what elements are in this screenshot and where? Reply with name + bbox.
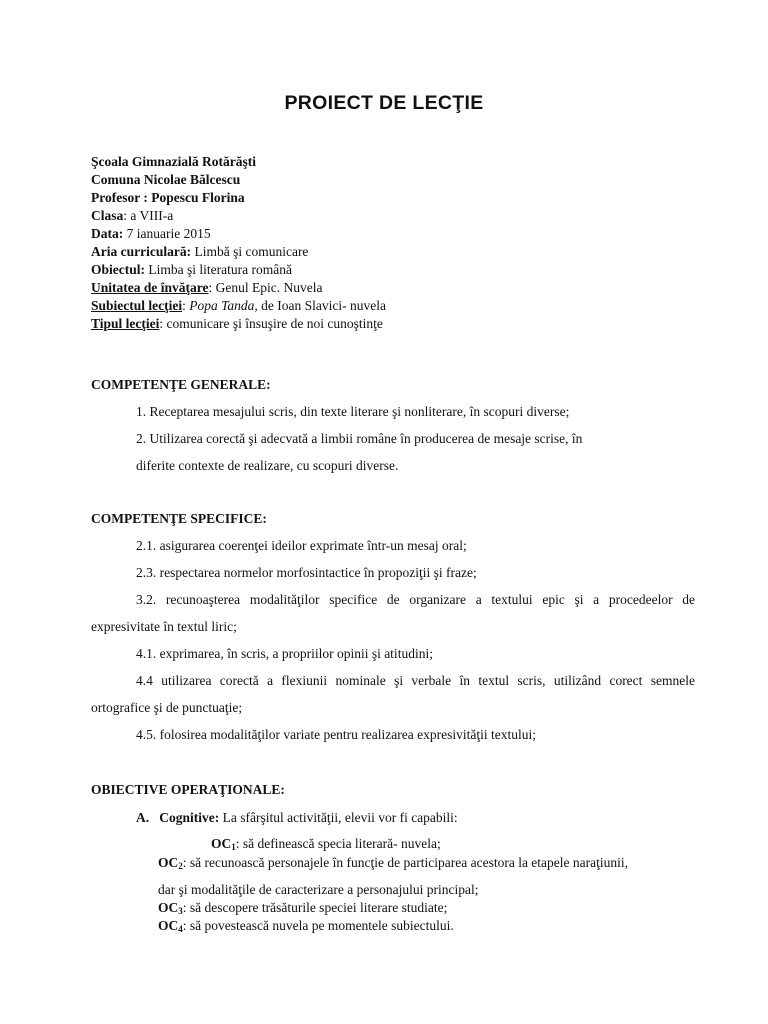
commune-name: Comuna Nicolae Bălcescu: [91, 172, 241, 187]
oc1-label: OC: [211, 836, 232, 851]
school-name: Şcoala Gimnazială Rotărăşti: [91, 154, 256, 169]
class-label: Clasa: [91, 208, 124, 223]
cognitive-label: Cognitive:: [159, 810, 220, 825]
topic-title: Popa Tanda,: [189, 298, 258, 313]
class-row: [91, 207, 386, 225]
specific-item-2-3: 2.3. respectarea normelor morfosintactice în propoziţii şi fraze;: [136, 565, 477, 580]
date-value: 7 ianuarie 2015: [126, 226, 211, 241]
type-value: : comunicare şi însuşire de noi cunoştinţe: [159, 316, 383, 331]
cognitive-row: [136, 810, 458, 826]
specific-heading: COMPETENŢE SPECIFICE:: [91, 511, 267, 526]
oc1-sub: 1: [231, 842, 236, 852]
date-label: Data:: [91, 226, 124, 241]
specific-item-2-1: 2.1. asigurarea coerenţei ideilor exprimate într-un mesaj oral;: [136, 538, 467, 553]
specific-item-4-4-cont: ortografice şi de punctuaţie;: [91, 700, 243, 715]
oc2-label: OC: [158, 855, 179, 870]
topic-rest: de Ioan Slavici- nuvela: [261, 298, 386, 313]
specific-item-3-2-cont: expresivitate în textul liric;: [91, 619, 237, 634]
subject-label: Obiectul:: [91, 262, 145, 277]
lesson-header: [91, 153, 386, 333]
area-value: Limbă şi comunicare: [194, 244, 309, 259]
topic-label: Subiectul lecţiei: [91, 298, 183, 313]
teacher-label: Profesor :: [91, 190, 148, 205]
general-item-2-cont: diferite contexte de realizare, cu scopuri diverse.: [136, 458, 399, 473]
oc4-label: OC: [158, 918, 179, 933]
specific-item-4-5: 4.5. folosirea modalităţilor variate pentru realizarea expresivităţii textului;: [136, 727, 536, 742]
topic-row: [91, 297, 386, 315]
oc2-row: [158, 855, 628, 871]
objectives-heading: OBIECTIVE OPERAŢIONALE:: [91, 782, 285, 797]
oc3-sub: 3: [178, 906, 183, 916]
general-item-1: 1. Receptarea mesajului scris, din texte literare şi nonliterare, în scopuri diverse;: [136, 404, 570, 419]
general-item-2: 2. Utilizarea corectă şi adecvată a limbii române în producerea de mesaje scrise, în: [136, 431, 583, 446]
type-label: Tipul lecţiei: [91, 316, 160, 331]
subject-value: Limba şi literatura română: [148, 262, 292, 277]
specific-item-3-2: 3.2. recunoaşterea modalităţilor specifice de organizare a textului epic şi a procedeelor de: [136, 592, 695, 607]
oc2-text: : să recunoască personajele în funcţie de participarea acestora la etapele naraţiunii,: [182, 855, 629, 870]
oc2-cont: dar şi modalităţile de caracterizare a personajului principal;: [158, 882, 479, 897]
oc4-sub: 4: [178, 924, 183, 934]
date-row: [91, 225, 386, 243]
topic-colon: :: [182, 298, 186, 313]
cognitive-text: La sfârşitul activităţii, elevii vor fi capabili:: [222, 810, 458, 825]
teacher-row: [91, 189, 386, 207]
oc3-label: OC: [158, 900, 179, 915]
cognitive-letter: A.: [136, 810, 150, 825]
area-row: [91, 243, 386, 261]
area-label: Aria curriculară:: [91, 244, 192, 259]
subject-row: [91, 261, 386, 279]
oc4-text: : să povestească nuvela pe momentele subiectului.: [182, 918, 454, 933]
specific-item-4-1: 4.1. exprimarea, în scris, a propriilor opinii şi atitudini;: [136, 646, 433, 661]
type-row: [91, 315, 386, 333]
specific-item-4-4: 4.4 utilizarea corectă a flexiunii nominale şi verbale în textul scris, utilizând corect semnele: [136, 673, 695, 688]
oc1-text: : să definească specia literară- nuvela;: [235, 836, 441, 851]
teacher-value: Popescu Florina: [151, 190, 245, 205]
oc1-row: [211, 836, 441, 852]
oc2-sub: 2: [178, 861, 183, 871]
unit-label: Unitatea de învăţare: [91, 280, 209, 295]
document-title: PROIECT DE LECŢIE: [284, 92, 484, 114]
oc3-row: [158, 900, 447, 916]
unit-value: : Genul Epic. Nuvela: [208, 280, 323, 295]
general-heading: COMPETENŢE GENERALE:: [91, 377, 271, 392]
oc4-row: [158, 918, 454, 934]
unit-row: [91, 279, 386, 297]
oc3-text: : să descopere trăsăturile speciei literare studiate;: [182, 900, 448, 915]
class-value: : a VIII-a: [123, 208, 174, 223]
